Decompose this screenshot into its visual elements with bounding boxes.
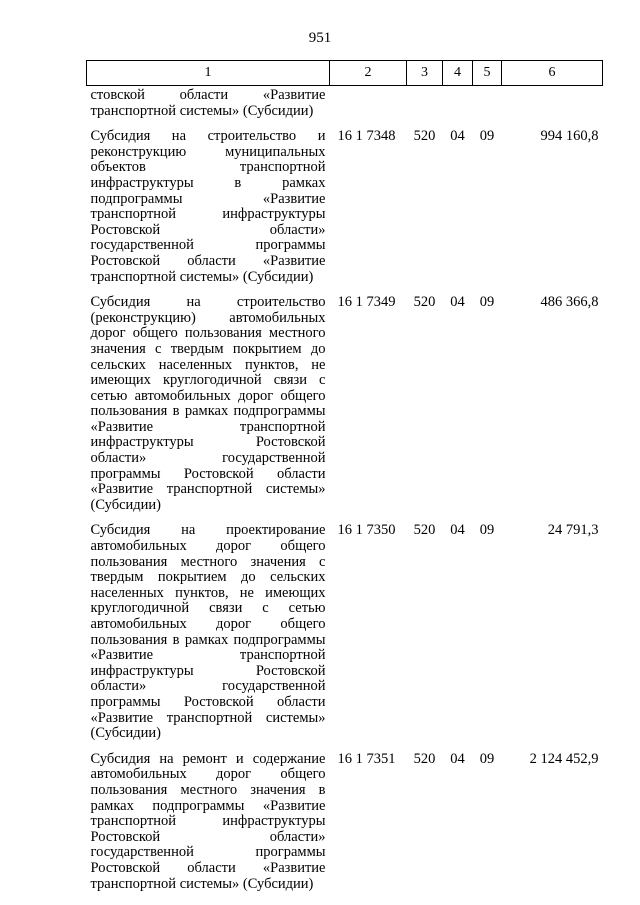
table-row <box>87 750 603 900</box>
row-section: 04 <box>450 128 465 145</box>
column-header-3: 3 <box>407 61 443 86</box>
row-name: Субсидия на строительство (реконструкцию) автомобильных дорог общего пользования местного значения с твердым покрытием до сельских населенных пунктов, не имеющих круглогодичной связи с сетью автомобильных дорог общего пользования в рамках подпрограммы «Развитие транспортной инфраструктуры Ростовской области» государственной программы Ростовской области «Развитие транспортной системы» (Субсидии) <box>90 294 326 513</box>
row-name: Субсидия на строительство и реконструкцию муниципальных объектов транспортной инфраструктуры в рамках подпрограммы «Развитие транспортной инфраструктуры Ростовской области» государственной программы Ростовской области «Развитие транспортной системы» (Субсидии) <box>90 128 326 285</box>
table-row <box>87 521 603 749</box>
row-subsection: 09 <box>479 750 495 767</box>
row-target-code: 16 1 7348 <box>337 128 396 145</box>
row-section: 04 <box>450 750 465 767</box>
row-amount: 994 160,8 <box>540 128 599 145</box>
row-target-code: 16 1 7350 <box>337 522 396 539</box>
page-number: 951 <box>308 30 332 46</box>
row-name: стовской области «Развитие транспортной системы» (Субсидии) <box>90 87 326 119</box>
column-header-2: 2 <box>330 61 407 86</box>
row-amount <box>502 86 603 128</box>
row-amount: 486 366,8 <box>540 294 599 311</box>
row-section <box>443 86 473 128</box>
table-row <box>87 127 603 293</box>
table-row <box>87 86 603 128</box>
column-header-6: 6 <box>502 61 603 86</box>
row-section: 04 <box>450 522 465 539</box>
table-row <box>87 293 603 521</box>
column-header-5: 5 <box>473 61 502 86</box>
budget-table <box>86 60 603 900</box>
row-target-code: 16 1 7351 <box>337 750 396 767</box>
row-target-code <box>330 86 407 128</box>
row-amount: 2 124 452,9 <box>529 750 599 767</box>
row-section: 04 <box>450 294 465 311</box>
row-name: Субсидия на проектирование автомобильных дорог общего пользования местного значения с твердым покрытием до сельских населенных пунктов, не имеющих круглогодичной связи с сетью автомобильных дорог общего пользования в рамках подпрограммы «Развитие транспортной инфраструктуры Ростовской области» государственной программы Ростовской области «Развитие транспортной системы» (Субсидии) <box>90 522 326 742</box>
row-subsection: 09 <box>479 522 495 539</box>
row-expense-type: 520 <box>413 522 436 539</box>
row-name: Субсидия на ремонт и содержание автомобильных дорог общего пользования местного значения в рамках подпрограммы «Развитие транспортной инфраструктуры Ростовской области» государственной программы Ростовской области «Развитие транспортной системы» (Субсидии) <box>90 750 326 892</box>
row-subsection: 09 <box>479 294 495 311</box>
row-expense-type: 520 <box>413 128 436 145</box>
row-expense-type: 520 <box>413 294 436 311</box>
column-header-4: 4 <box>443 61 473 86</box>
column-header-1: 1 <box>87 61 330 86</box>
row-subsection: 09 <box>479 128 495 145</box>
row-expense-type: 520 <box>413 750 436 767</box>
row-amount: 24 791,3 <box>547 522 599 539</box>
row-subsection <box>473 86 502 128</box>
row-expense-type <box>407 86 443 128</box>
row-target-code: 16 1 7349 <box>337 294 396 311</box>
header-row <box>87 61 603 86</box>
